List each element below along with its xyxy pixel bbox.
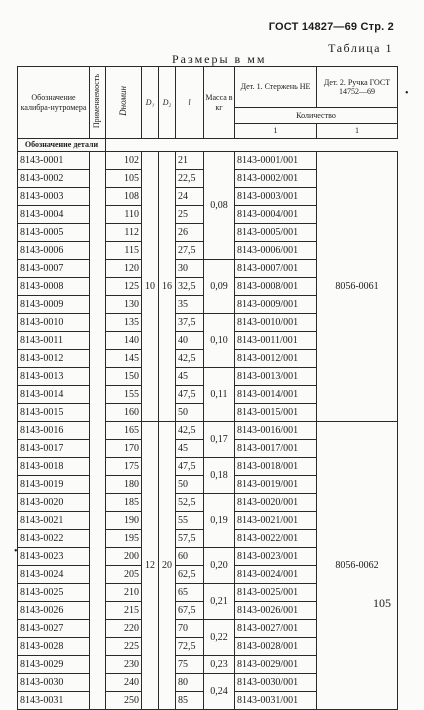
gauge-code: 8143-0005 [18,224,90,242]
nominal-diameter: 250 [106,692,142,710]
gauge-code: 8143-0025 [18,584,90,602]
gauge-code: 8143-0017 [18,440,90,458]
rod-part-code: 8143-0013/001 [235,368,317,386]
nominal-diameter: 120 [106,260,142,278]
mass-value: 0,23 [204,656,235,674]
nominal-diameter: 108 [106,188,142,206]
mass-value: 0,09 [204,260,235,314]
length-value: 55 [176,512,204,530]
header-quantity: Количество [235,108,398,124]
handle-part-code: 8056-0061 [317,152,398,422]
rod-part-code: 8143-0006/001 [235,242,317,260]
page-number: 105 [373,596,391,610]
rod-part-code: 8143-0022/001 [235,530,317,548]
length-value: 47,5 [176,386,204,404]
rod-part-code: 8143-0028/001 [235,638,317,656]
nominal-diameter: 140 [106,332,142,350]
gauge-code: 8143-0011 [18,332,90,350]
application-cell [90,152,106,710]
table-row [18,152,398,170]
gauge-code: 8143-0015 [18,404,90,422]
rod-part-code: 8143-0004/001 [235,206,317,224]
nominal-diameter: 175 [106,458,142,476]
document-header: ГОСТ 14827—69 Стр. 2 [268,21,394,33]
header-part1: Дет. 1. Стержень НЕ [235,67,317,108]
gauge-code: 8143-0014 [18,386,90,404]
length-value: 47,5 [176,458,204,476]
gauge-code: 8143-0001 [18,152,90,170]
nominal-diameter: 165 [106,422,142,440]
rod-part-code: 8143-0026/001 [235,602,317,620]
rod-part-code: 8143-0021/001 [235,512,317,530]
mass-value: 0,19 [204,494,235,548]
rod-part-code: 8143-0014/001 [235,386,317,404]
nominal-diameter: 135 [106,314,142,332]
nominal-diameter: 200 [106,548,142,566]
d2-value: 16 [159,152,176,422]
length-value: 70 [176,620,204,638]
gauge-code: 8143-0024 [18,566,90,584]
nominal-diameter: 225 [106,638,142,656]
nominal-diameter: 185 [106,494,142,512]
table-label: Таблица 1 [328,41,393,55]
rod-part-code: 8143-0018/001 [235,458,317,476]
length-value: 67,5 [176,602,204,620]
length-value: 50 [176,476,204,494]
length-value: 42,5 [176,422,204,440]
nominal-diameter: 180 [106,476,142,494]
rod-part-code: 8143-0031/001 [235,692,317,710]
gauge-code: 8143-0009 [18,296,90,314]
gauge-code: 8143-0019 [18,476,90,494]
nominal-diameter: 145 [106,350,142,368]
length-value: 24 [176,188,204,206]
rod-part-code: 8143-0015/001 [235,404,317,422]
d2-value: 20 [159,422,176,710]
length-value: 22,5 [176,170,204,188]
header-qty2: 1 [317,124,398,139]
gauge-code: 8143-0029 [18,656,90,674]
nominal-diameter: 160 [106,404,142,422]
header-application: Применяемость [90,67,106,139]
length-value: 21 [176,152,204,170]
rod-part-code: 8143-0027/001 [235,620,317,638]
mass-value: 0,11 [204,368,235,422]
gauge-code: 8143-0023 [18,548,90,566]
nominal-diameter: 195 [106,530,142,548]
length-value: 45 [176,368,204,386]
nominal-diameter: 210 [106,584,142,602]
table-row [18,422,398,440]
d1-value: 10 [142,152,159,422]
header-part2: Дет. 2. Ручка ГОСТ 14752—69 [317,67,398,108]
nominal-diameter: 230 [106,656,142,674]
nominal-diameter: 115 [106,242,142,260]
nominal-diameter: 125 [106,278,142,296]
mass-value: 0,22 [204,620,235,656]
rod-part-code: 8143-0025/001 [235,584,317,602]
mass-value: 0,10 [204,314,235,368]
nominal-diameter: 170 [106,440,142,458]
nominal-diameter: 205 [106,566,142,584]
length-value: 37,5 [176,314,204,332]
length-value: 80 [176,674,204,692]
mass-value: 0,17 [204,422,235,458]
margin-mark: • [14,546,18,557]
rod-part-code: 8143-0029/001 [235,656,317,674]
nominal-diameter: 190 [106,512,142,530]
rod-part-code: 8143-0016/001 [235,422,317,440]
nominal-diameter: 240 [106,674,142,692]
header-d1: D₁ [142,67,159,139]
gauge-code: 8143-0007 [18,260,90,278]
length-value: 32,5 [176,278,204,296]
rod-part-code: 8143-0005/001 [235,224,317,242]
rod-part-code: 8143-0017/001 [235,440,317,458]
mass-value: 0,18 [204,458,235,494]
margin-mark: • [405,88,409,99]
nominal-diameter: 112 [106,224,142,242]
rod-part-code: 8143-0023/001 [235,548,317,566]
table-subtitle: Размеры в мм [172,52,267,66]
gauge-code: 8143-0004 [18,206,90,224]
rod-part-code: 8143-0024/001 [235,566,317,584]
header-l: l [176,67,204,139]
gauge-code: 8143-0003 [18,188,90,206]
rod-part-code: 8143-0007/001 [235,260,317,278]
gauge-code: 8143-0008 [18,278,90,296]
header-d-nominal: Dномин [106,67,142,139]
mass-value: 0,20 [204,548,235,584]
gauge-code: 8143-0026 [18,602,90,620]
gauge-code: 8143-0028 [18,638,90,656]
mass-value: 0,24 [204,674,235,710]
handle-part-code: 8056-0062 [317,422,398,710]
length-value: 62,5 [176,566,204,584]
gauge-code: 8143-0030 [18,674,90,692]
rod-part-code: 8143-0019/001 [235,476,317,494]
nominal-diameter: 155 [106,386,142,404]
rod-part-code: 8143-0001/001 [235,152,317,170]
header-qty1: 1 [235,124,317,139]
gauge-code: 8143-0006 [18,242,90,260]
rod-part-code: 8143-0010/001 [235,314,317,332]
gauge-code: 8143-0022 [18,530,90,548]
length-value: 72,5 [176,638,204,656]
gauge-code: 8143-0018 [18,458,90,476]
length-value: 25 [176,206,204,224]
gauge-code: 8143-0020 [18,494,90,512]
length-value: 65 [176,584,204,602]
header-mass: Масса в кг [204,67,235,139]
gauge-code: 8143-0016 [18,422,90,440]
gauge-code: 8143-0013 [18,368,90,386]
nominal-diameter: 220 [106,620,142,638]
nominal-diameter: 102 [106,152,142,170]
gauge-code: 8143-0021 [18,512,90,530]
length-value: 52,5 [176,494,204,512]
length-value: 26 [176,224,204,242]
header-d2: D₂ [159,67,176,139]
rod-part-code: 8143-0008/001 [235,278,317,296]
rod-part-code: 8143-0003/001 [235,188,317,206]
rod-part-code: 8143-0020/001 [235,494,317,512]
length-value: 60 [176,548,204,566]
gauge-code: 8143-0031 [18,692,90,710]
gauge-code: 8143-0010 [18,314,90,332]
rod-part-code: 8143-0009/001 [235,296,317,314]
gauge-code: 8143-0027 [18,620,90,638]
length-value: 45 [176,440,204,458]
length-value: 40 [176,332,204,350]
nominal-diameter: 130 [106,296,142,314]
length-value: 57,5 [176,530,204,548]
mass-value: 0,08 [204,152,235,260]
d1-value: 12 [142,422,159,710]
header-part-designation: Обозначение детали [18,139,106,152]
nominal-diameter: 150 [106,368,142,386]
length-value: 42,5 [176,350,204,368]
rod-part-code: 8143-0030/001 [235,674,317,692]
mass-value: 0,21 [204,584,235,620]
gauge-code: 8143-0012 [18,350,90,368]
length-value: 30 [176,260,204,278]
length-value: 85 [176,692,204,710]
dimensions-table [17,66,398,710]
length-value: 75 [176,656,204,674]
header-designation: Обозначение калибра-нутромера [18,67,90,139]
rod-part-code: 8143-0002/001 [235,170,317,188]
gauge-code: 8143-0002 [18,170,90,188]
length-value: 35 [176,296,204,314]
rod-part-code: 8143-0012/001 [235,350,317,368]
length-value: 50 [176,404,204,422]
length-value: 27,5 [176,242,204,260]
rod-part-code: 8143-0011/001 [235,332,317,350]
nominal-diameter: 105 [106,170,142,188]
nominal-diameter: 215 [106,602,142,620]
nominal-diameter: 110 [106,206,142,224]
